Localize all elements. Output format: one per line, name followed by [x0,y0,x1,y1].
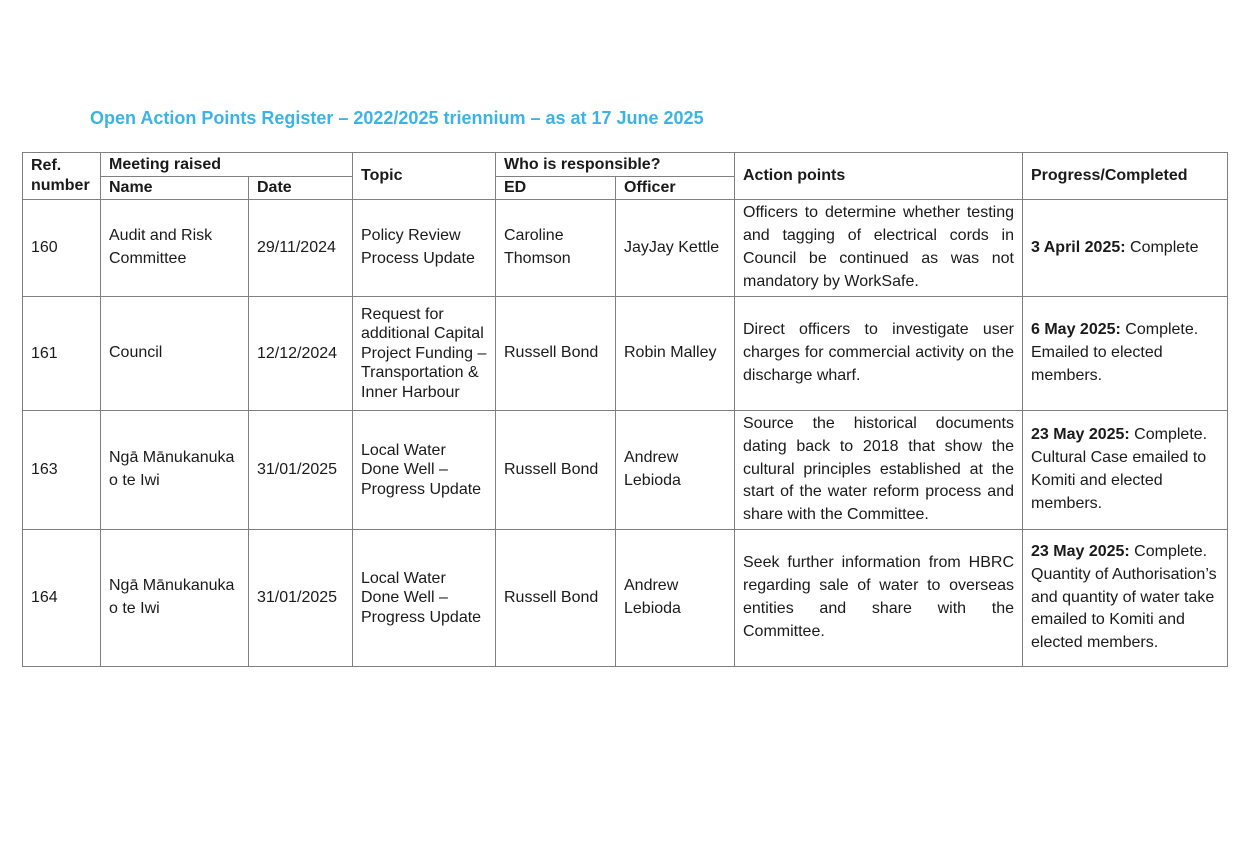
topic-cell: Local Water Done Well – Progress Update [353,411,496,530]
topic-cell: Policy Review Process Update [353,200,496,297]
meeting-date-cell: 31/01/2025 [249,411,353,530]
ref-cell: 164 [23,530,101,667]
officer-cell: Andrew Lebioda [616,530,735,667]
header-date: Date [249,177,353,200]
action-cell: Direct officers to investigate user charges for commercial activity on the discharge wharf. [735,297,1023,411]
ref-cell: 160 [23,200,101,297]
progress-date: 23 May 2025: [1031,426,1130,444]
meeting-date-cell: 29/11/2024 [249,200,353,297]
progress-cell [1023,411,1228,530]
progress-date: 6 May 2025: [1031,321,1121,339]
progress-date: 3 April 2025: [1031,238,1126,256]
header-action-points: Action points [735,153,1023,200]
header-ref: Ref. number [23,153,101,200]
ed-cell: Caroline Thomson [496,200,616,297]
meeting-name-cell: Ngā Mānukanuka o te Iwi [101,411,249,530]
progress-cell [1023,297,1228,411]
action-cell: Seek further information from HBRC regarding sale of water to overseas entities and share with the Committee. [735,530,1023,667]
progress-cell [1023,200,1228,297]
progress-text: Complete [1125,238,1199,256]
progress-text: Complete. Quantity of Authorisation’s and quantity of water take emailed to Komiti and elected members. [1031,542,1217,652]
action-cell: Source the historical documents dating back to 2018 that show the cultural principles established at the start of the water reform process and share with the Committee. [735,411,1023,530]
officer-cell: JayJay Kettle [616,200,735,297]
ed-cell: Russell Bond [496,411,616,530]
header-progress: Progress/Completed [1023,153,1228,200]
progress-text: Complete. Emailed to elected members. [1031,321,1199,384]
ed-cell: Russell Bond [496,530,616,667]
table-row [23,200,1228,297]
meeting-date-cell: 31/01/2025 [249,530,353,667]
progress-text: Complete. Cultural Case emailed to Komiti and elected members. [1031,426,1208,512]
meeting-name-cell: Audit and Risk Committee [101,200,249,297]
header-row-top [23,153,1228,177]
table-row [23,297,1228,411]
action-cell: Officers to determine whether testing and tagging of electrical cords in Council be continued as was not mandatory by WorkSafe. [735,200,1023,297]
topic-cell: Local Water Done Well – Progress Update [353,530,496,667]
meeting-name-cell: Ngā Mānukanuka o te Iwi [101,530,249,667]
header-officer: Officer [616,177,735,200]
header-name: Name [101,177,249,200]
action-points-table [22,152,1228,667]
header-who-responsible: Who is responsible? [496,153,735,177]
officer-cell: Robin Malley [616,297,735,411]
ref-cell: 161 [23,297,101,411]
progress-date: 23 May 2025: [1031,542,1130,560]
topic-cell: Request for additional Capital Project Funding – Transportation & Inner Harbour [353,297,496,411]
meeting-date-cell: 12/12/2024 [249,297,353,411]
meeting-name-cell: Council [101,297,249,411]
officer-cell: Andrew Lebioda [616,411,735,530]
progress-cell [1023,530,1228,667]
ed-cell: Russell Bond [496,297,616,411]
header-meeting-raised: Meeting raised [101,153,353,177]
header-topic: Topic [353,153,496,200]
page-title: Open Action Points Register – 2022/2025 triennium – as at 17 June 2025 [90,108,704,128]
ref-cell: 163 [23,411,101,530]
table-row [23,411,1228,530]
table-row [23,530,1228,667]
header-ed: ED [496,177,616,200]
